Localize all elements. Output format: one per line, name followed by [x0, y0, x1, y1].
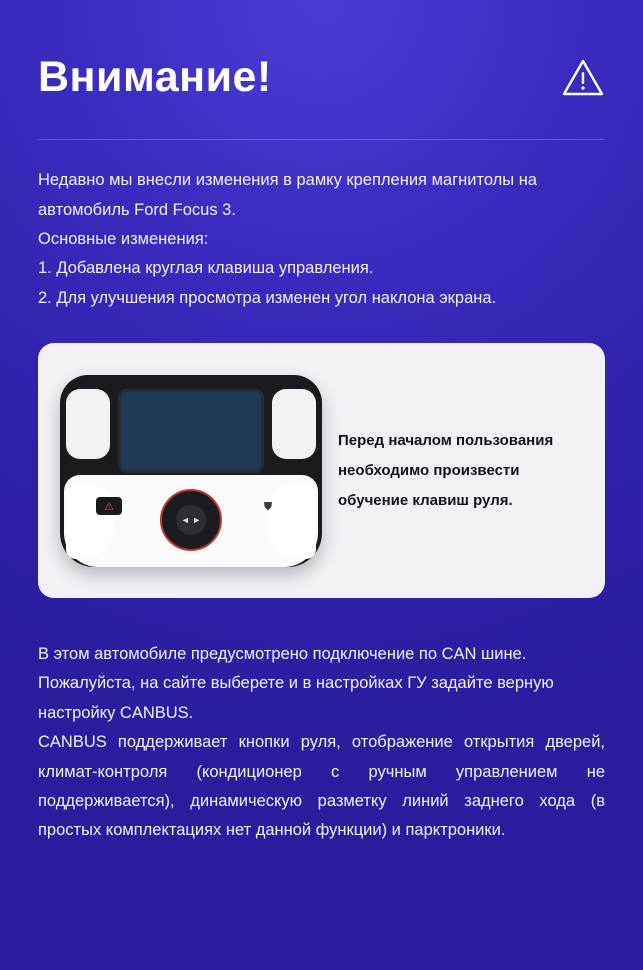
- card-note-line-1: Перед началом пользования: [338, 431, 554, 449]
- header-divider: [38, 139, 605, 140]
- card-note-text: [338, 426, 575, 516]
- stereo-wing-left: [66, 483, 114, 559]
- warning-triangle-icon: [561, 57, 605, 99]
- stereo-wing-right: [268, 483, 316, 559]
- body-paragraph-2: CANBUS поддерживает кнопки руля, отображение открытия дверей, климат-контроля (кондиционер с ручным управлением не поддерживается), динамическую разметку линий заднего хода (в простых комплектациях нет данной функции) и парктроники.: [38, 733, 605, 840]
- car-stereo-head-unit-photo: [38, 343, 338, 598]
- card-note-line-3: обучение клавиш руля.: [338, 491, 513, 509]
- stereo-illustration: [60, 375, 322, 567]
- body-text-block: [38, 640, 605, 846]
- body-paragraph-1: В этом автомобиле предусмотрено подключение по CAN шине. Пожалуйста, на сайте выберете и в настройках ГУ задайте верную настройку CANBUS.: [38, 645, 554, 722]
- stereo-bezel-right: [272, 389, 316, 459]
- intro-line-2: Основные изменения:: [38, 230, 209, 249]
- control-dial: [160, 489, 222, 551]
- dial-inner-label: ◄ ►: [176, 505, 206, 535]
- intro-line-1: Недавно мы внесли изменения в рамку крепления магнитолы на автомобиль Ford Focus 3.: [38, 171, 537, 219]
- card-note-line-2: необходимо произвести: [338, 461, 520, 479]
- stereo-bezel-left: [66, 389, 110, 459]
- intro-line-4: 2. Для улучшения просмотра изменен угол наклона экрана.: [38, 288, 497, 307]
- defog-button-icon: ⛊: [263, 500, 273, 513]
- stereo-screen: [118, 389, 264, 473]
- intro-text-block: [38, 166, 605, 313]
- page-header: [38, 40, 605, 101]
- intro-line-3: 1. Добавлена круглая клавиша управления.: [38, 259, 374, 278]
- illustration-card: [38, 343, 605, 598]
- hazard-button-icon: ⚠: [96, 497, 122, 515]
- stereo-lower-panel: [64, 475, 318, 567]
- page-title: Внимание!: [38, 53, 272, 101]
